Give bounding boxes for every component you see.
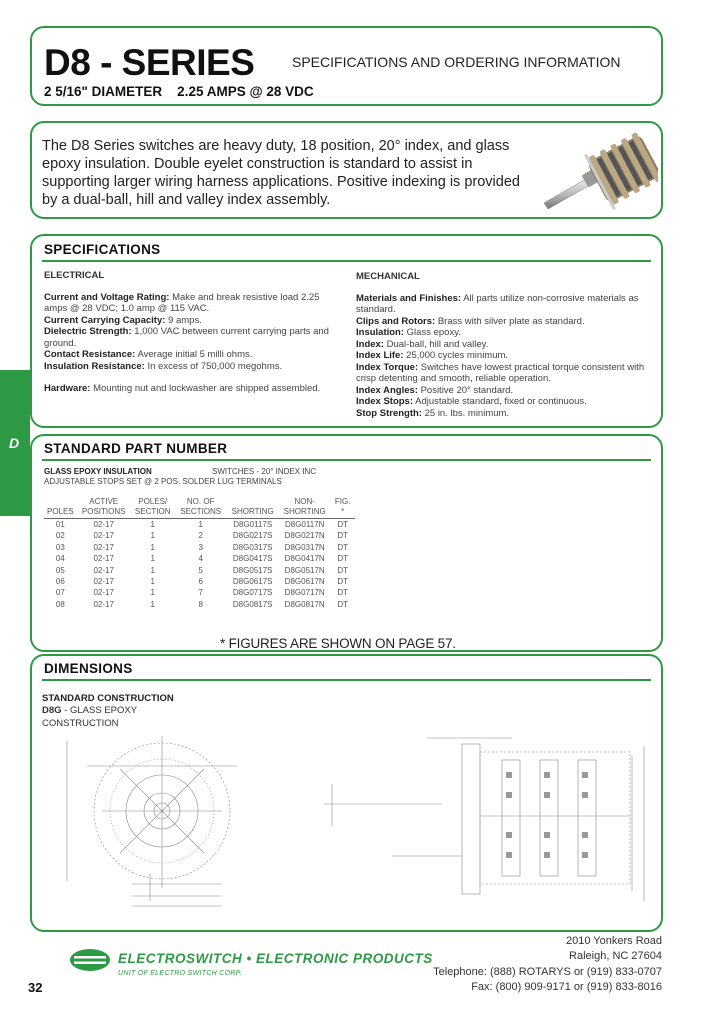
address-line-1: 2010 Yonkers Road — [565, 935, 662, 947]
table-cell: DT — [337, 554, 349, 564]
spec-value: Dual-ball, hill and valley. — [386, 338, 489, 350]
fax: Fax: (800) 909-9171 or (919) 833-8016 — [471, 981, 662, 993]
table-cell: 1 — [198, 520, 203, 529]
spec-label: Dielectric Strength: — [44, 326, 132, 337]
spec-item — [44, 361, 336, 373]
table-header-row — [44, 497, 355, 519]
table-cell: D8G0817N — [284, 599, 325, 609]
table-cell: 8 — [198, 599, 203, 609]
spec-value: 1,000 VAC between current carrying parts and ground. — [44, 326, 329, 349]
table-cell: 1 — [150, 599, 155, 609]
spec-item — [44, 326, 336, 349]
table-cell: 02-17 — [93, 577, 114, 587]
address-line-2: Raleigh, NC 27604 — [569, 950, 662, 962]
electrical-heading: ELECTRICAL — [44, 270, 105, 281]
spec-value: Adjustable standard, fixed or continuous. — [415, 396, 587, 407]
spec-value: Switches have lowest practical torque consistent with crisp detenting and smooth, reliable operation. — [356, 361, 645, 384]
spec-item — [44, 315, 336, 327]
rotary-switch-photo — [540, 129, 658, 213]
table-cell: 5 — [198, 565, 203, 575]
table-cell: 02-17 — [93, 542, 114, 552]
table-cell: 07 — [55, 588, 65, 598]
dimensions-panel — [30, 654, 663, 932]
table-cell: DT — [337, 531, 349, 541]
table-cell: 02-17 — [93, 520, 114, 529]
series-subtitle: 2 5/16" DIAMETER 2.25 AMPS @ 28 VDC — [44, 84, 314, 99]
model-code: D8G — [42, 705, 62, 716]
spec-item — [356, 385, 652, 397]
column-header: SHORTING — [227, 497, 279, 519]
column-header: FIG. * — [331, 497, 355, 519]
spec-label: Materials and Finishes: — [356, 292, 462, 304]
table-cell: 06 — [55, 577, 65, 587]
specifications-title: SPECIFICATIONS — [44, 242, 161, 257]
table-cell: D8G0217N — [284, 531, 325, 541]
telephone: Telephone: (888) ROTARYS or (919) 833-0707 — [433, 966, 662, 978]
table-cell: D8G0717N — [284, 588, 325, 598]
spec-label: Hardware: — [44, 383, 91, 394]
spec-label: Current and Voltage Rating: — [44, 291, 170, 303]
table-row — [44, 587, 355, 598]
model-desc: - GLASS EPOXY — [61, 705, 138, 716]
description-text: The D8 Series switches are heavy duty, 18 position, 20° index, and glass epoxy insulation. Double eyelet construction is standard to assist in supporting larger wiring harness applications. Positive indexing is provided by a dual-ball, hill and valley index assembly. — [42, 138, 520, 208]
table-cell: 02-17 — [93, 599, 114, 609]
part-number-panel — [30, 434, 663, 652]
table-cell: D8G0217S — [232, 531, 273, 541]
spec-value: All parts utilize non-corrosive materials as standard. — [356, 292, 639, 315]
specifications-panel — [30, 234, 663, 428]
table-row — [44, 530, 355, 541]
table-cell: DT — [337, 520, 349, 529]
table-cell: D8G0117N — [284, 520, 325, 529]
spec-item — [44, 349, 336, 361]
spec-item — [356, 293, 652, 316]
table-cell: 02-17 — [93, 565, 114, 575]
stops-note: ADJUSTABLE STOPS SET @ 2 POS. SOLDER LUG TERMINALS — [44, 477, 282, 486]
part-number-table — [44, 497, 355, 610]
table-cell: 02-17 — [93, 588, 114, 598]
table-cell: D8G0317S — [232, 542, 273, 552]
section-tab-letter: D — [9, 435, 20, 451]
table-row — [44, 565, 355, 576]
spec-heading: SPECIFICATIONS AND ORDERING INFORMATION — [292, 54, 621, 70]
spec-item — [356, 408, 652, 420]
spec-label: Index Angles: — [356, 384, 418, 396]
electrical-column — [44, 270, 336, 395]
table-cell: 02-17 — [93, 554, 114, 564]
spec-label: Insulation Resistance: — [44, 360, 145, 372]
table-cell: 7 — [198, 588, 203, 598]
table-cell: 1 — [150, 520, 155, 529]
electroswitch-logo-icon — [68, 947, 112, 973]
construction-word: CONSTRUCTION — [42, 718, 119, 729]
table-cell: D8G0517S — [232, 565, 273, 575]
brand-subtitle: UNIT OF ELECTRO SWITCH CORP. — [118, 970, 243, 977]
description-panel — [30, 121, 663, 219]
spec-value: 25,000 cycles minimum. — [406, 350, 509, 361]
header-panel — [30, 26, 663, 106]
dimensions-title: DIMENSIONS — [44, 661, 133, 676]
table-cell: 1 — [150, 588, 155, 598]
table-cell: D8G0517N — [284, 565, 325, 575]
figures-note: * FIGURES ARE SHOWN ON PAGE 57. — [220, 636, 456, 651]
mechanical-heading: MECHANICAL — [356, 271, 420, 282]
table-cell: D8G0417S — [232, 554, 273, 564]
column-header: NO. OF SECTIONS — [175, 497, 227, 519]
table-cell: 08 — [55, 599, 65, 609]
table-row — [44, 576, 355, 587]
column-header: ACTIVE POSITIONS — [77, 497, 131, 519]
spec-item — [44, 292, 336, 315]
spec-label: Index Torque: — [356, 361, 419, 373]
spec-value: In excess of 750,000 megohms. — [147, 360, 283, 372]
table-cell: D8G0817S — [232, 599, 273, 609]
table-cell: DT — [337, 588, 349, 598]
spec-label: Current Carrying Capacity: — [44, 314, 166, 326]
spec-value: Positive 20° standard. — [420, 384, 514, 396]
spec-item — [356, 362, 652, 385]
spec-value: Mounting nut and lockwasher are shipped assembled. — [93, 383, 321, 394]
table-cell: 01 — [55, 520, 65, 529]
table-cell: DT — [337, 599, 349, 609]
column-header: POLES/ SECTION — [131, 497, 175, 519]
spec-label: Index Stops: — [356, 396, 414, 407]
table-cell: 02 — [55, 531, 65, 541]
spec-label: Contact Resistance: — [44, 349, 136, 360]
table-cell: 04 — [55, 554, 65, 564]
spec-item — [356, 339, 652, 351]
spec-value: Make and break resistive load 2.25 amps @ 28 VDC; 1.0 amp @ 115 VAC. — [44, 291, 320, 314]
table-row — [44, 519, 355, 531]
table-cell: 1 — [150, 531, 155, 541]
spec-label: Insulation: — [356, 327, 405, 338]
table-cell: D8G0117S — [233, 520, 273, 529]
table-cell: 4 — [198, 554, 203, 564]
column-header: NON- SHORTING — [279, 497, 331, 519]
column-header: POLES — [44, 497, 77, 519]
spec-value: Brass with silver plate as standard. — [437, 315, 585, 327]
index-note: SWITCHES - 20° INDEX INC — [212, 467, 317, 476]
table-cell: D8G0617N — [284, 577, 325, 587]
spec-label: Clips and Rotors: — [356, 315, 436, 327]
table-cell: 1 — [150, 577, 155, 587]
spec-value: 25 in. lbs. minimum. — [424, 407, 510, 419]
spec-label: Stop Strength: — [356, 407, 422, 419]
dimension-drawing — [32, 656, 665, 934]
spec-value: Glass epoxy. — [406, 327, 461, 338]
construction-label: STANDARD CONSTRUCTION — [42, 693, 174, 704]
table-cell: D8G0417N — [284, 554, 325, 564]
table-cell: 02-17 — [93, 531, 114, 541]
spec-item — [356, 316, 652, 328]
brand-name: ELECTROSWITCH • ELECTRONIC PRODUCTS — [118, 951, 433, 966]
table-cell: D8G0717S — [232, 588, 273, 598]
table-cell: 3 — [198, 542, 203, 552]
spec-item — [44, 383, 336, 395]
table-row — [44, 542, 355, 553]
spec-item — [356, 327, 652, 339]
table-cell: DT — [337, 565, 349, 575]
section-divider — [42, 260, 651, 262]
series-title: D8 - SERIES — [44, 42, 255, 83]
table-cell: 2 — [198, 531, 203, 541]
section-divider — [42, 459, 651, 461]
insulation-note: GLASS EPOXY INSULATION — [44, 467, 152, 476]
part-number-title: STANDARD PART NUMBER — [44, 441, 228, 456]
spec-item — [356, 396, 652, 408]
spec-item — [356, 350, 652, 362]
spec-value: Average initial 5 milli ohms. — [137, 349, 253, 360]
spec-label: Index: — [356, 338, 384, 350]
page-number: 32 — [28, 980, 43, 995]
table-cell: 1 — [150, 554, 155, 564]
spec-value: 9 amps. — [168, 314, 202, 326]
table-cell: 03 — [55, 542, 65, 552]
table-cell: 05 — [55, 565, 65, 575]
table-cell: D8G0617S — [232, 577, 273, 587]
table-cell: DT — [337, 542, 349, 552]
table-cell: D8G0317N — [284, 542, 325, 552]
spec-label: Index Life: — [356, 350, 404, 361]
table-row — [44, 599, 355, 610]
mechanical-column — [356, 271, 652, 419]
table-cell: 1 — [150, 542, 155, 552]
table-cell: 6 — [198, 577, 203, 587]
table-cell: DT — [337, 577, 349, 587]
table-row — [44, 553, 355, 564]
table-cell: 1 — [150, 565, 155, 575]
